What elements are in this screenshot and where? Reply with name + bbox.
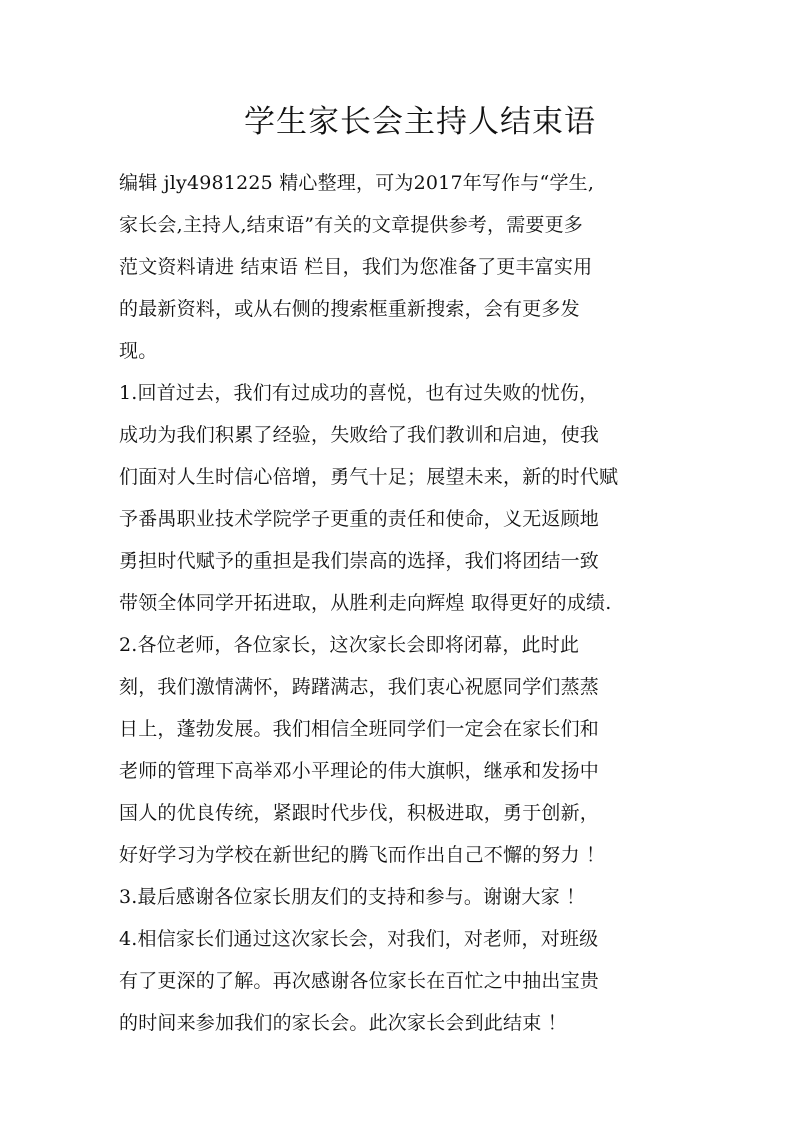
document-title: 学生家长会主持人结束语 [244, 104, 596, 140]
body-line: 日上，蓬勃发展。我们相信全班同学们一定会在家长们和 [119, 718, 600, 740]
body-line: 予番禺职业技术学院学子更重的责任和使命，义无返顾地 [119, 508, 600, 530]
body-line: 刻，我们激情满怀，踌躇满志，我们衷心祝愿同学们蒸蒸 [119, 676, 600, 698]
body-line: 2.各位老师，各位家长，这次家长会即将闭幕，此时此 [119, 634, 580, 656]
body-line: 国人的优良传统，紧跟时代步伐，积极进取，勇于创新， [119, 802, 600, 824]
body-line: 1.回首过去，我们有过成功的喜悦，也有过失败的忧伤， [119, 382, 599, 404]
body-line: 们面对人生时信心倍增，勇气十足；展望未来，新的时代赋 [119, 466, 619, 488]
body-line: 带领全体同学开拓进取，从胜利走向辉煌 取得更好的成绩. [119, 592, 612, 614]
body-line: 4.相信家长们通过这次家长会，对我们，对老师，对班级 [119, 928, 599, 950]
body-line: 家长会,主持人,结束语”有关的文章提供参考，需要更多 [119, 214, 583, 236]
body-line: 的时间来参加我们的家长会。此次家长会到此结束 ！ [119, 1012, 567, 1034]
body-line: 有了更深的了解。再次感谢各位家长在百忙之中抽出宝贵 [119, 970, 600, 992]
body-line: 成功为我们积累了经验，失败给了我们教训和启迪，使我 [119, 424, 600, 446]
body-line: 好好学习为学校在新世纪的腾飞而作出自己不懈的努力 ！ [119, 844, 606, 866]
body-line: 现。 [119, 340, 158, 362]
body-line: 3.最后感谢各位家长朋友们的支持和参与。谢谢大家 ！ [119, 886, 586, 908]
body-line: 编辑 jly4981225 精心整理，可为2017年写作与“学生, [119, 172, 595, 194]
body-line: 勇担时代赋予的重担是我们崇高的选择，我们将团结一致 [119, 550, 600, 572]
body-line: 范文资料请进 结束语 栏目，我们为您准备了更丰富实用 [119, 256, 593, 278]
body-line: 的最新资料，或从右侧的搜索框重新搜索，会有更多发 [119, 298, 580, 320]
body-line: 老师的管理下高举邓小平理论的伟大旗帜，继承和发扬中 [119, 760, 600, 782]
